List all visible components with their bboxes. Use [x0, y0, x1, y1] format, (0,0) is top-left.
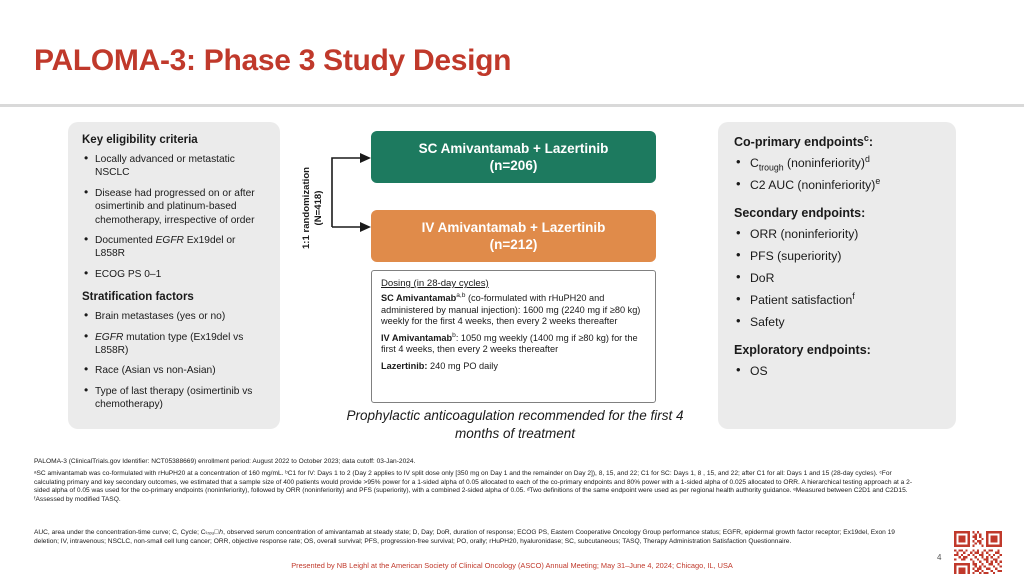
list-item — [734, 314, 940, 330]
list-item: • $C_{trough}$ (noninferiority)$^d$ — [734, 155, 940, 171]
secondary-item-text: DoR — [750, 271, 775, 285]
eligibility-heading: Key eligibility criteria — [82, 134, 198, 146]
footnote-block-text: ᵃSC amivantamab was co-formulated with rHuPH20 at a concentration of 160 mg/mL. ᵇC1 for IV: Days 1 to 2 (Day 2 applies to IV split dose only [350 mg on Day 1 and the remainder on Day 2]), 8, 15, and 22; C1 for SC: Days 1, 8 , 15, and 22; after C1 for all: Days 1 and 15 (28-day cycles). ᶜFor calculating primary and key secondary outcomes, we estimated that a sample size of 400 patients would provide >95% power for a 1-sided alpha of 0.05 allocated to each of the co-primary endpoints and 80% power with a 1-sided alpha of 0.025 allocated to ORR. A hierarchical testing approach at a 2-sided alpha of 0.05 was used for the co-primary endpoints (noninferiority), followed by ORR (noninferiority) and PFS (superiority), with a combined 2-sided alpha of 0.05. ᵈTwo definitions of the same endpoint were used as per regional health authority guidance. ᵉMeasured between C2D1 and C2D15. ᶠAssessed by modified TASQ. — [34, 470, 913, 503]
list-item — [734, 292, 940, 308]
stratification-list — [82, 310, 266, 411]
secondary-item-text: ORR (noninferiority) — [750, 227, 859, 241]
footnote-block — [34, 470, 914, 505]
ctrough-post: (noninferiority) — [783, 156, 865, 170]
arm-sc-name: SC Amivantamab + Lazertinib — [418, 141, 609, 156]
prophylaxis-note: Prophylactic anticoagulation recommended for the first 4 months of treatment — [346, 408, 684, 441]
dosing-laz-text: 240 mg PO daily — [427, 360, 498, 371]
footnote-line1: PALOMA-3 (ClinicalTrials.gov Identifier: NCT05388669) enrollment period: August 2022 to October 2023; data cutoff: 03-Jan-2024. — [34, 458, 416, 465]
randomization-line1: 1:1 randomization — [301, 166, 312, 250]
secondary-item-text: Patient satisfaction — [750, 293, 853, 307]
dosing-iv-text: : 1050 mg weekly (1400 mg if ≥80 kg) for the first 4 weeks, then every 2 weeks thereafter — [381, 332, 638, 355]
page-title: PALOMA-3: Phase 3 Study Design — [34, 44, 512, 77]
list-item: • Locally advanced or metastatic NSCLC — [82, 153, 266, 180]
page-number: 4 — [937, 553, 942, 562]
randomization-label — [296, 148, 330, 278]
arm-box-iv — [371, 210, 656, 262]
footnote-abbrev-text: AUC, area under the concentration-time curve; C, Cycle; Cₜᵣₒᵤ⃒ℎ, observed serum concentration of amivantamab at steady state; D, Day; DoR, duration of response; ECOG PS, Eastern Cooperative Oncology Group performance status; EGFR, epidermal growth factor receptor; Ex19del, Exon 19 deletion; IV, intravenous; NSCLC, non-small cell lung cancer; ORR, objective response rate; OS, overall survival; PFS, progression-free survival; PO, orally; rHuPH20, hyaluronidase; SC, subcutaneous; TASQ, Therapy Administration Satisfaction Questionnaire. — [34, 529, 895, 545]
list-item — [734, 226, 940, 242]
exploratory-item-text: OS — [750, 364, 768, 378]
list-item: • Documented EGFR Ex19del or L858R — [82, 234, 266, 261]
c2auc-sup: e — [875, 175, 881, 186]
randomization-text — [301, 143, 325, 273]
list-item: • ECOG PS 0–1 — [82, 268, 266, 281]
secondary-item-text: PFS (superiority) — [750, 249, 842, 263]
title-divider — [0, 104, 1024, 107]
dosing-sc-text: (co-formulated with rHuPH20 and administered by manual injection): 1600 mg (2240 mg if ≥80 kg) weekly for the first 4 weeks, then every 2 weeks thereafter — [381, 293, 641, 327]
secondary-heading: Secondary endpoints: — [734, 206, 866, 220]
dosing-box — [371, 270, 656, 403]
list-item — [734, 248, 940, 264]
dosing-sc-label: SC Amivantamab — [381, 293, 457, 303]
dosing-sc — [381, 293, 646, 328]
list-item — [734, 177, 940, 193]
dosing-sc-sup: a,b — [456, 291, 466, 299]
list-item: • Disease had progressed on or after osimertinib and platinum-based chemotherapy, irrespective of order — [82, 187, 266, 227]
ctrough-sup: d — [864, 153, 870, 164]
eligibility-panel — [68, 122, 280, 429]
endpoints-panel — [718, 122, 956, 429]
arm-box-sc — [371, 131, 656, 183]
list-item — [734, 270, 940, 286]
c2auc-text: C2 AUC (noninferiority) — [750, 178, 876, 192]
secondary-item-sup: f — [852, 290, 855, 301]
exploratory-list — [734, 363, 940, 379]
randomization-line2: (N=418) — [313, 190, 324, 226]
co-primary-heading-sup: c — [863, 132, 869, 143]
co-primary-heading: Co-primary endpoints$^c$: — [734, 132, 874, 149]
co-primary-list — [734, 155, 940, 193]
dosing-lazertinib — [381, 361, 646, 373]
footnote-trial-info — [34, 458, 914, 468]
arm-iv-n: (n=212) — [489, 237, 538, 252]
exploratory-heading: Exploratory endpoints: — [734, 343, 871, 357]
dosing-iv-sup: b — [452, 331, 456, 339]
eligibility-list — [82, 153, 266, 281]
arm-sc-n: (n=206) — [489, 158, 538, 173]
stratification-heading: Stratification factors — [82, 291, 194, 304]
secondary-item-text: Safety — [750, 315, 785, 329]
dosing-iv-label: IV Amivantamab — [381, 332, 453, 343]
footnote-abbreviations — [34, 529, 914, 547]
ctrough-sub: trough — [758, 162, 784, 173]
list-item: • Brain metastases (yes or no) — [82, 310, 266, 323]
list-item: • Race (Asian vs non-Asian) — [82, 364, 266, 377]
dosing-laz-label: Lazertinib: — [381, 360, 428, 371]
arm-iv-name: IV Amivantamab + Lazertinib — [421, 220, 606, 235]
secondary-list — [734, 226, 940, 330]
list-item: • EGFR mutation type (Ex19del vs L858R) — [82, 331, 266, 358]
list-item — [734, 363, 940, 379]
footer-text: Presented by NB Leighl at the American Society of Clinical Oncology (ASCO) Annual Meeting; May 31–June 4, 2024; Chicago, IL, USA — [291, 561, 733, 570]
dosing-title: Dosing (in 28-day cycles) — [381, 278, 489, 289]
list-item: • Type of last therapy (osimertinib vs chemotherapy) — [82, 385, 266, 412]
dosing-iv — [381, 333, 646, 356]
co-primary-heading-text: Co-primary endpoints — [734, 135, 864, 149]
